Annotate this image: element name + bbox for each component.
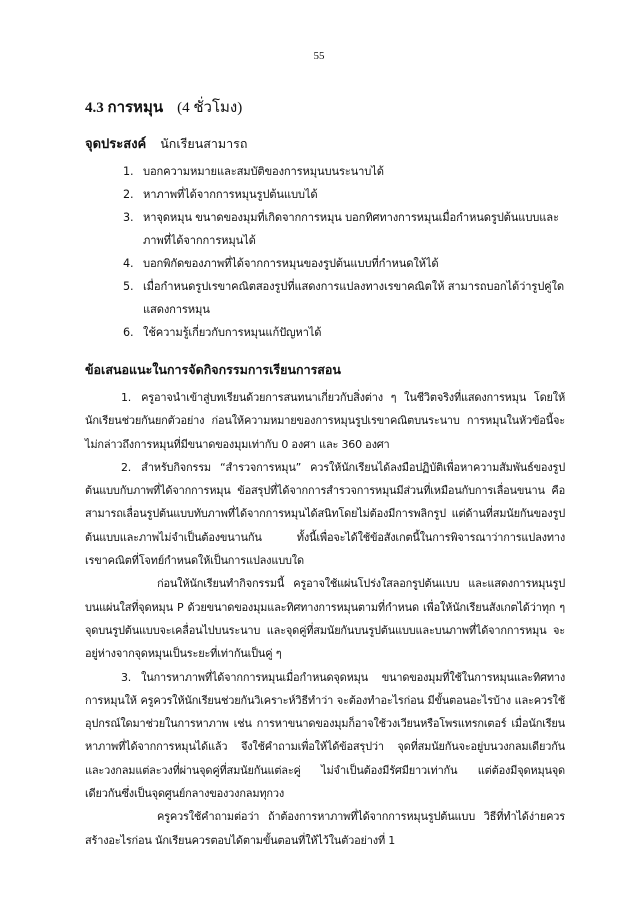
objective-item — [123, 160, 565, 183]
suggestion-paragraph — [85, 572, 565, 665]
objective-text: ใช้ความรู้เกี่ยวกับการหมุนแก้ปัญหาได้ — [143, 326, 322, 339]
suggestion-paragraph — [85, 386, 565, 456]
objective-item — [123, 252, 565, 275]
objective-item — [123, 275, 565, 321]
paragraph-text: ครูอาจนำเข้าสู่บทเรียนด้วยการสนทนาเกี่ยวกับสิ่งต่าง ๆ ในชีวิตจริงที่แสดงการหมุน โดยให้นักเรียนช่วยกันยกตัวอย่าง ก่อนให้ความหมายของการหมุนรูปเรขาคณิตบนระนาบ การหมุนในหัวข้อนี้จะไม่กล่าวถึงการหมุนที่มีขนาดของมุมเท่ากับ 0 องศา และ 360 องศา — [85, 391, 565, 451]
objective-text: บอกพิกัดของภาพที่ได้จากการหมุนของรูปต้นแบบที่กำหนดให้ได้ — [143, 257, 439, 270]
paragraph-number: 3. — [121, 670, 132, 684]
paragraph-text: ในการหาภาพที่ได้จากการหมุนเมื่อกำหนดจุดหมุน ขนาดของมุมที่ใช้ในการหมุนและทิศทางการหมุนให้ ครูควรให้นักเรียนช่วยกันวิเคราะห์วิธีทำว่า จะต้องทำอะไรก่อน มีขั้นตอนอะไรบ้าง และควรใช้อุปกรณ์ใดมาช่วยในการหาภาพ เช่น การหาขนาดของมุมก็อาจใช้วงเวียนหรือโพรแทรกเตอร์ เมื่อนักเรียนหาภาพที่ได้จากการหมุนได้แล้ว จึงใช้คำถามเพื่อให้ได้ข้อสรุปว่า จุดที่สมนัยกันจะอยู่บนวงกลมเดียวกัน และวงกลมแต่ละวงที่ผ่านจุดคู่ที่สมนัยกันแต่ละคู่ ไม่จำเป็นต้องมีรัศมียาวเท่ากัน แต่ต้องมีจุดหมุนจุดเดียวกันซึ่งเป็นจุดศูนย์กลางของวงกลมทุกวง — [85, 670, 565, 801]
suggestion-paragraph — [85, 805, 565, 852]
objective-number: 3. — [123, 211, 134, 224]
paragraph-text: ก่อนให้นักเรียนทำกิจกรรมนี้ ครูอาจใช้แผ่นโปร่งใสลอกรูปต้นแบบ และแสดงการหมุนรูปบนแผ่นใสที่จุดหมุน P ด้วยขนาดของมุมและทิศทางการหมุนตามที่กำหนด เพื่อให้นักเรียนสังเกตได้ว่าทุก ๆ จุดบนรูปต้นแบบจะเคลื่อนไปบนระนาบ และจุดคู่ที่สมนัยกันบนรูปต้นแบบและบนภาพที่ได้จากการหมุน จะอยู่ห่างจากจุดหมุนเป็นระยะที่เท่ากันเป็นคู่ ๆ — [85, 577, 565, 661]
objective-number: 6. — [123, 326, 134, 339]
objectives-list — [85, 160, 565, 344]
page-number: 55 — [313, 50, 325, 62]
objective-text: เมื่อกำหนดรูปเรขาคณิตสองรูปที่แสดงการแปลงทางเรขาคณิตให้ สามารถบอกได้ว่ารูปคู่ใดแสดงการหมุน — [143, 280, 564, 316]
objective-text: หาภาพที่ได้จากการหมุนรูปต้นแบบได้ — [143, 188, 318, 201]
objective-text: บอกความหมายและสมบัติของการหมุนบนระนาบได้ — [143, 165, 384, 178]
paragraph-text: สำหรับกิจกรรม “สำรวจการหมุน” ควรให้นักเรียนได้ลงมือปฏิบัติเพื่อหาความสัมพันธ์ของรูปต้นแบบกับภาพที่ได้จากการหมุน ข้อสรุปที่ได้จากการสำรวจการหมุนมีส่วนที่เหมือนกับการเลื่อนขนาน คือสามารถเลื่อนรูปต้นแบบทับภาพที่ได้จากการหมุนได้สนิทโดยไม่ต้องมีการพลิกรูป แต่ด้านที่สมนัยกันของรูปต้นแบบและภาพไม่จำเป็นต้องขนานกัน ทั้งนี้เพื่อจะได้ใช้ข้อสังเกตนี้ในการพิจารณาว่าการแปลงทางเรขาคณิตที่โจทย์กำหนดให้เป็นการแปลงแบบใด — [85, 460, 565, 568]
paragraph-number: 2. — [121, 460, 132, 474]
objective-number: 2. — [123, 188, 134, 201]
objective-item — [123, 321, 565, 344]
section-heading — [85, 95, 565, 119]
page-content — [85, 95, 565, 852]
objectives-intro: นักเรียนสามารถ — [160, 136, 248, 151]
paragraph-text: ครูควรใช้คำถามต่อว่า ถ้าต้องการหาภาพที่ได้จากการหมุนรูปต้นแบบ วิธีที่ทำได้ง่ายควรสร้างอะไรก่อน นักเรียนควรตอบได้ตามขั้นตอนที่ให้ไว้ในตัวอย่างที่ 1 — [85, 810, 565, 847]
objective-text: หาจุดหมุน ขนาดของมุมที่เกิดจากการหมุน บอกทิศทางการหมุนเมื่อกำหนดรูปต้นแบบและภาพที่ได้จากการหมุนได้ — [143, 211, 559, 247]
paragraph-number: 1. — [121, 391, 132, 404]
objective-item — [123, 183, 565, 206]
objective-number: 4. — [123, 257, 134, 270]
suggestion-paragraph — [85, 666, 565, 806]
objective-number: 1. — [123, 165, 134, 178]
objective-number: 5. — [123, 280, 134, 293]
objective-item — [123, 206, 565, 252]
objectives-label: จุดประสงค์ — [85, 137, 147, 152]
objectives-header — [85, 133, 565, 154]
section-hours: (4 ชั่วโมง) — [177, 100, 243, 116]
suggestions-title: ข้อเสนอแนะในการจัดกิจกรรมการเรียนการสอน — [85, 362, 341, 377]
section-title: 4.3 การหมุน — [85, 100, 164, 116]
suggestion-paragraph — [85, 456, 565, 572]
